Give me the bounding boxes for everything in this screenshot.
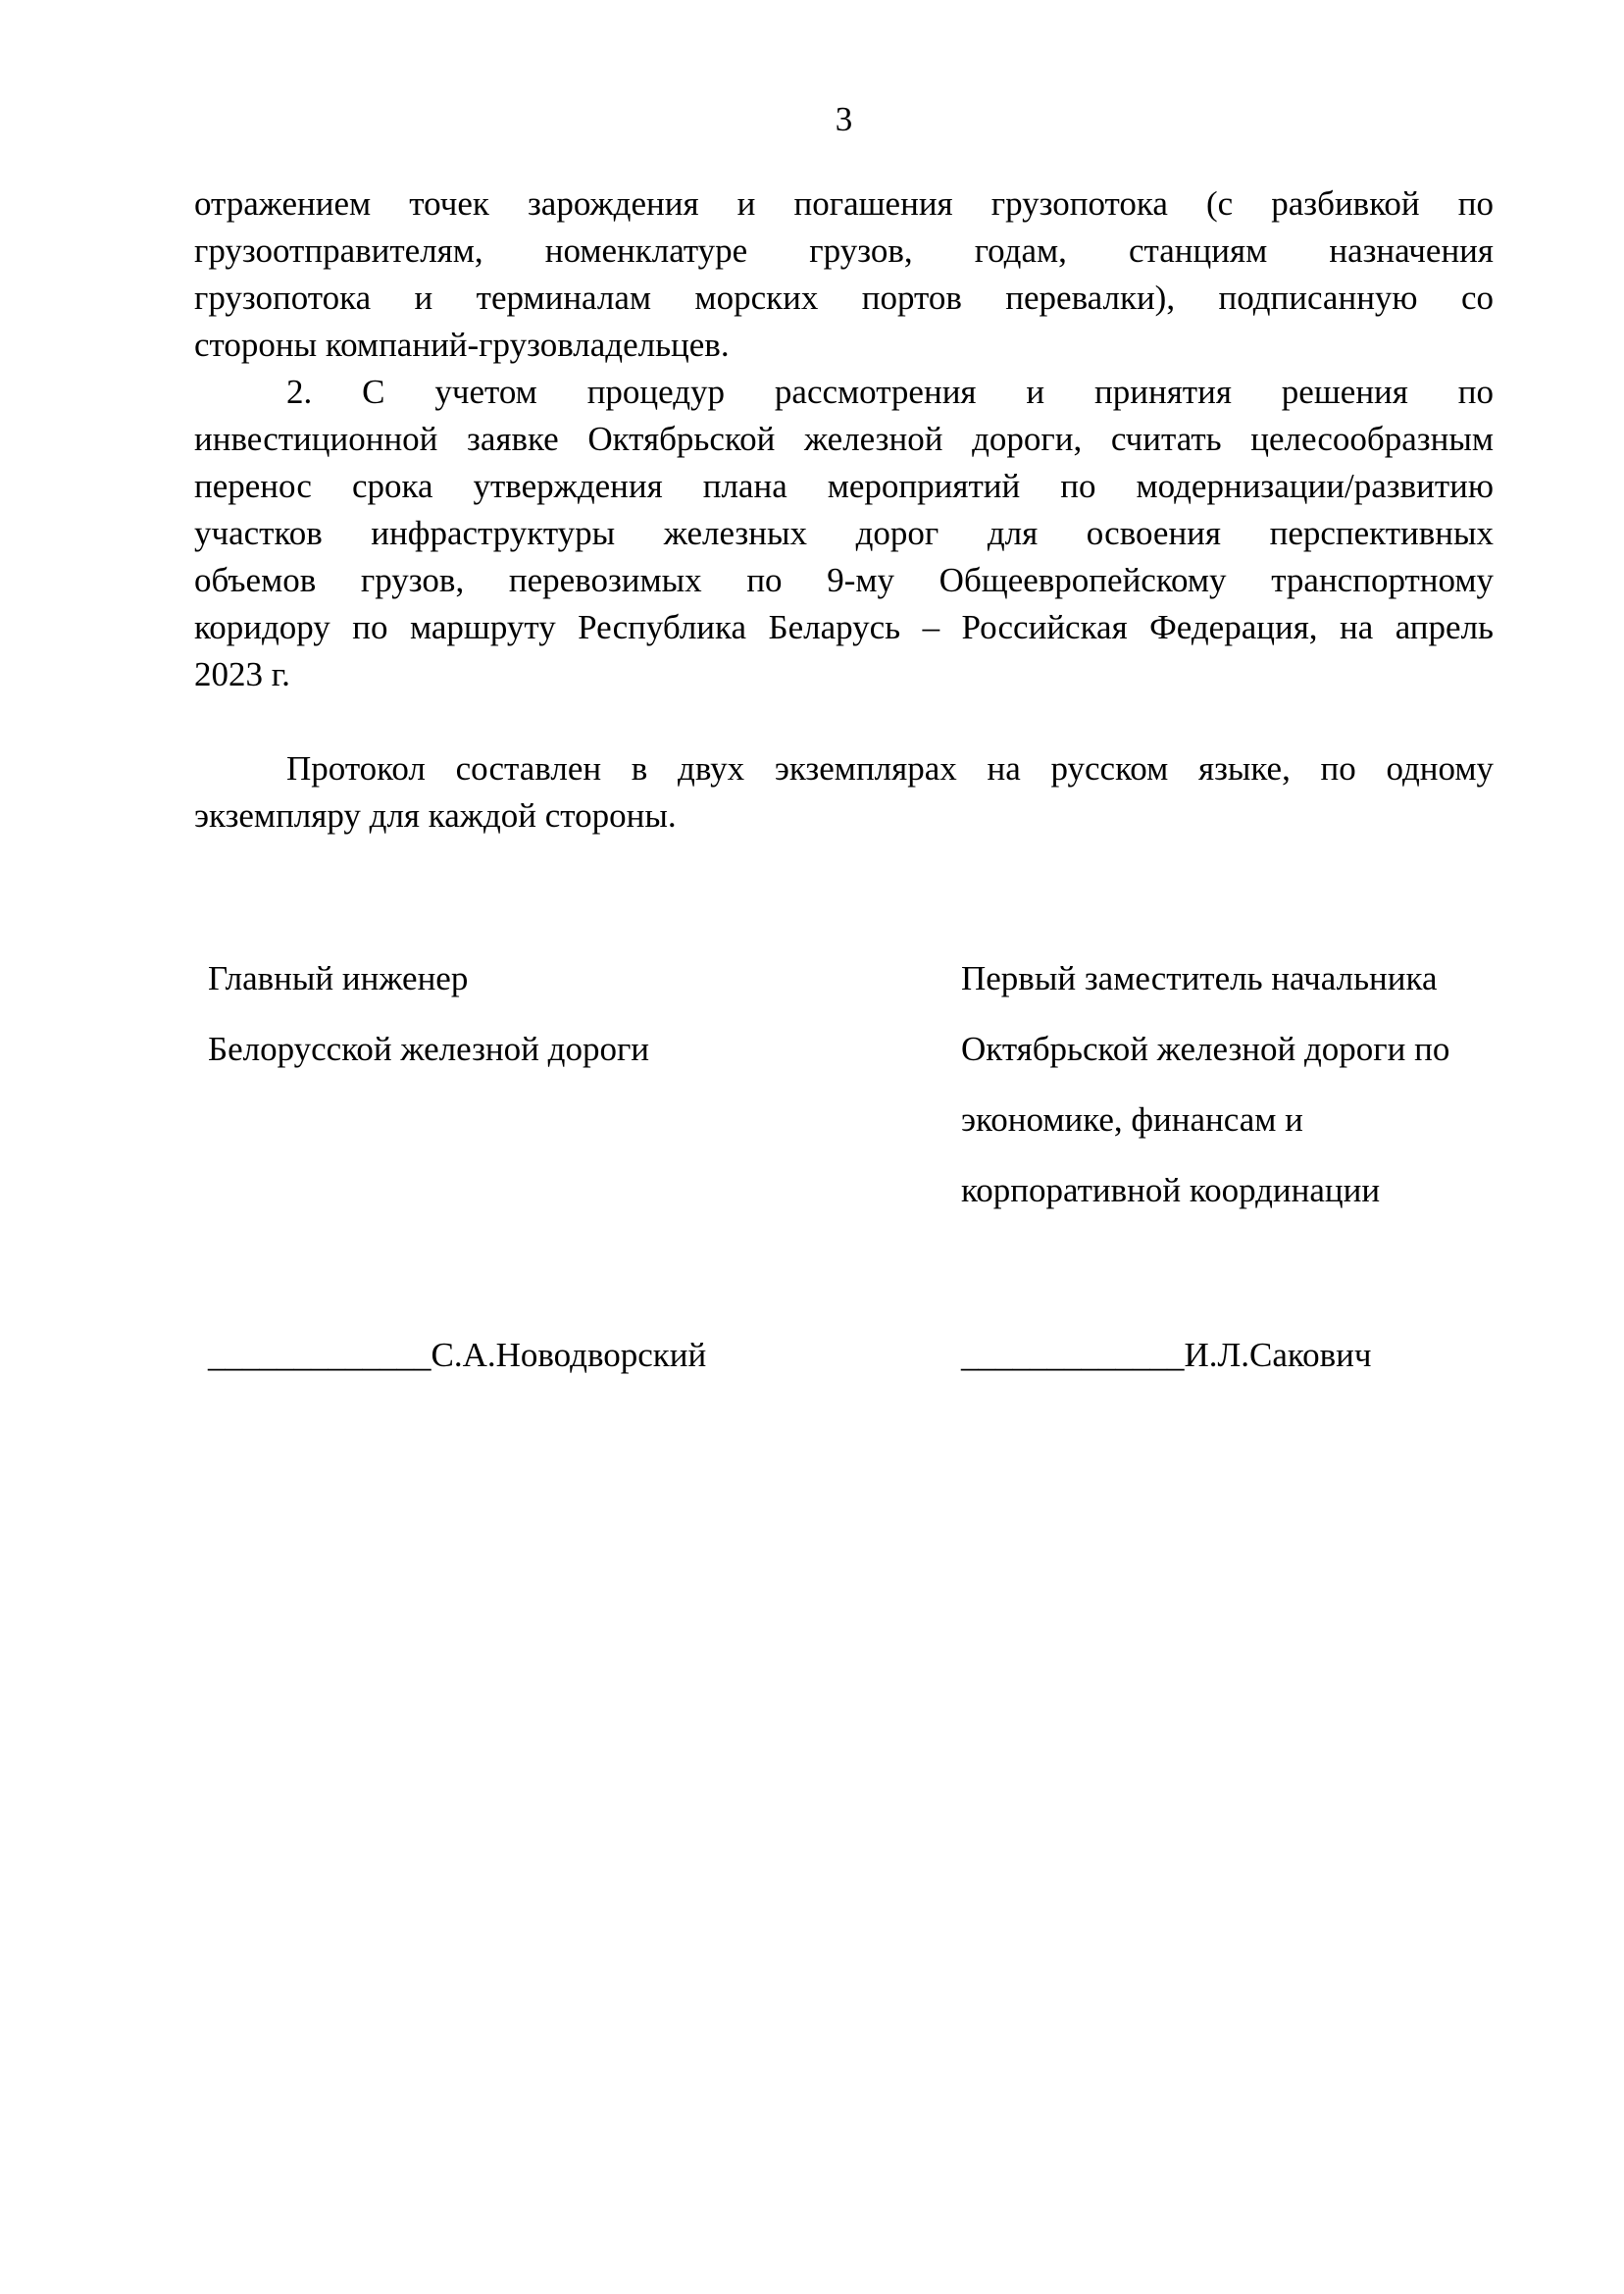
signature-titles-block bbox=[208, 943, 1494, 1226]
paragraph-line: перенос срока утверждения плана мероприятий по модернизации/развитию bbox=[194, 467, 1494, 505]
signatory-left-title-line: Главный инженер bbox=[208, 959, 469, 997]
signatory-right-title-line: экономике, финансам и bbox=[961, 1100, 1303, 1139]
signatory-right-title-line: корпоративной координации bbox=[961, 1171, 1381, 1209]
signature-blank-right: _____________ bbox=[961, 1336, 1185, 1374]
paragraph-line: участков инфраструктуры железных дорог для освоения перспективных bbox=[194, 514, 1494, 552]
signatory-left-name: С.А.Новодворский bbox=[431, 1336, 707, 1374]
signature-right bbox=[961, 1332, 1494, 1379]
paragraph-line: грузоотправителям, номенклатуре грузов, годам, станциям назначения bbox=[194, 231, 1494, 270]
signature-blank-left: _____________ bbox=[208, 1336, 431, 1374]
signatory-left-title-line: Белорусской железной дороги bbox=[208, 1030, 650, 1068]
paragraph-line: отражением точек зарождения и погашения грузопотока (с разбивкой по bbox=[194, 184, 1494, 223]
signature-left bbox=[208, 1332, 961, 1379]
paragraph-line: грузопотока и терминалам морских портов перевалки), подписанную со bbox=[194, 279, 1494, 317]
paragraph-line: 2. С учетом процедур рассмотрения и принятия решения по bbox=[286, 373, 1494, 411]
signatory-right-title-line: Первый заместитель начальника bbox=[961, 959, 1438, 997]
paragraph-protocol-copies bbox=[194, 745, 1494, 840]
signatory-right-title bbox=[961, 943, 1494, 1226]
paragraph-line: коридору по маршруту Республика Беларусь – Российская Федерация, на апрель bbox=[194, 608, 1494, 646]
signatory-left-title bbox=[208, 943, 961, 1226]
page-number: 3 bbox=[835, 100, 853, 138]
paragraph-item-2 bbox=[194, 369, 1494, 698]
paragraph-line: Протокол составлен в двух экземплярах на русском языке, по одному bbox=[286, 749, 1494, 788]
paragraph-line: стороны компаний-грузовладельцев. bbox=[194, 326, 730, 364]
paragraph-line: экземпляру для каждой стороны. bbox=[194, 796, 677, 835]
paragraph-line: инвестиционной заявке Октябрьской железной дороги, считать целесообразным bbox=[194, 420, 1494, 458]
paragraph-line: 2023 г. bbox=[194, 655, 290, 693]
signatory-right-name: И.Л.Сакович bbox=[1184, 1336, 1372, 1374]
signature-lines-block bbox=[208, 1332, 1494, 1379]
paragraph-line: объемов грузов, перевозимых по 9-му Общеевропейскому транспортному bbox=[194, 561, 1494, 599]
signatory-right-title-line: Октябрьской железной дороги по bbox=[961, 1030, 1450, 1068]
paragraph-continuation bbox=[194, 180, 1494, 369]
